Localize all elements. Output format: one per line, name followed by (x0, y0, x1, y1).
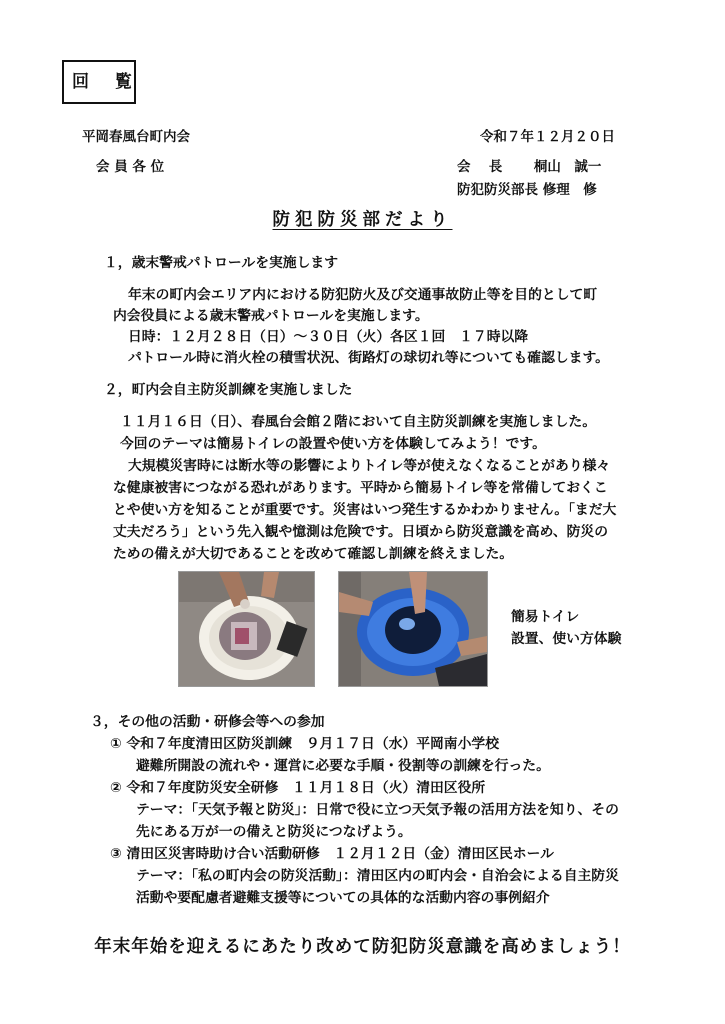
activity-item-2-detail: 先にある万が一の備えと防災につなげよう。 (136, 824, 412, 840)
newsletter-title: 防犯防災部だより (272, 210, 453, 230)
section1-schedule: 日時：１２月２８日（日）～３０日（火）各区１回 １７時以降 (128, 329, 529, 345)
photo-caption: 簡易トイレ (511, 609, 580, 625)
section3-heading: ３，その他の活動・研修会等への参加 (90, 714, 325, 730)
section1-heading: １，歳末警戒パトロールを実施します (104, 255, 338, 271)
closing-message: 年末年始を迎えるにあたり改めて防犯防災意識を高めましょう！ (94, 937, 631, 957)
activity-item-3-detail: 活動や要配慮者避難支援等についての具体的な活動内容の事例紹介 (136, 890, 550, 906)
section2-paragraph: ための備えが大切であることを改めて確認し訓練を終えました。 (113, 546, 514, 562)
recipients: 会 員 各 位 (96, 159, 165, 175)
section2-paragraph: １１月１６日（日）、春風台会館２階において自主防災訓練を実施しました。 (120, 414, 596, 430)
activity-item-3: ③ 清田区災害時助け合い活動研修 １２月１２日（金）清田区民ホール (110, 846, 554, 862)
section2-paragraph: な健康被害につながる恐れがあります。平時から簡易トイレ等を常備しておくこ (113, 480, 608, 496)
activity-item-2: ② 令和７年度防災安全研修 １１月１８日（火）清田区役所 (110, 780, 486, 796)
circulation-stamp: 回 覧 (62, 60, 136, 104)
photo-caption: 設置、使い方体験 (511, 631, 622, 647)
section1-note: パトロール時に消火栓の積雪状況、街路灯の球切れ等についても確認します。 (128, 350, 609, 366)
training-photo-toilet-use (338, 571, 488, 687)
section2-heading: ２，町内会自主防災訓練を実施しました (104, 382, 353, 398)
issue-date: 令和７年１２月２０日 (480, 129, 615, 145)
section2-paragraph: 大規模災害時には断水等の影響によりトイレ等が使えなくなることがあり様々 (128, 458, 611, 474)
activity-item-3-detail: テーマ：｢私の町内会の防災活動｣：清田区内の町内会・自治会による自主防災 (136, 868, 619, 884)
activity-item-1: ① 令和７年度清田区防災訓練 ９月１７日（水）平岡南小学校 (110, 736, 499, 752)
training-photo-toilet-setup (178, 571, 315, 687)
section1-paragraph: 内会役員による歳末警戒パトロールを実施します。 (113, 308, 429, 324)
section2-paragraph: とや使い方を知ることが重要です。災害はいつ発生するかわかりません。「まだ大 (113, 502, 617, 518)
sender-department-head: 防犯防災部長 修理 修 (457, 182, 597, 198)
organization-name: 平岡春風台町内会 (82, 129, 190, 145)
section1-paragraph: 年末の町内会エリア内における防犯防火及び交通事故防止等を目的として町 (128, 287, 598, 303)
sender-president: 会 長 桐山 誠一 (457, 159, 602, 175)
activity-item-2-detail: テーマ：｢天気予報と防災｣：日常で役に立つ天気予報の活用方法を知り、その (136, 802, 619, 818)
section2-paragraph: 丈夫だろう」という先入観や憶測は危険です。日頃から防災意識を高め、防災の (113, 524, 609, 540)
section2-paragraph: 今回のテーマは簡易トイレの設置や使い方を体験してみよう！です。 (120, 436, 546, 452)
activity-item-1-detail: 避難所開設の流れや・運営に必要な手順・役割等の訓練を行った。 (136, 758, 550, 774)
